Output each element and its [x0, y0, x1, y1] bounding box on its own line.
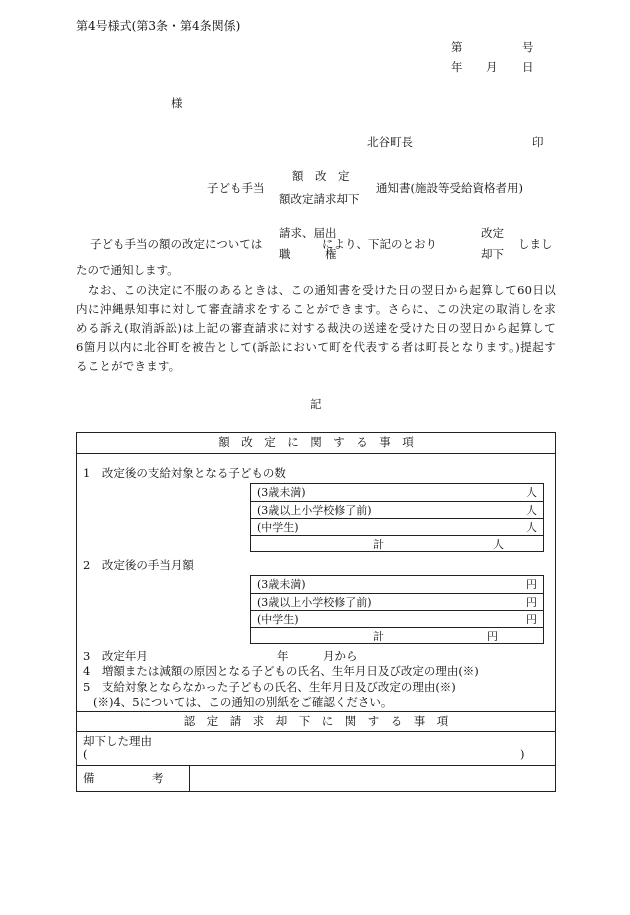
amount-row-label: (中学生) — [257, 613, 299, 626]
amount-row-unit: 円 — [526, 596, 537, 609]
children-total-label: 計 — [373, 538, 384, 551]
amount-row-unit: 円 — [526, 578, 537, 591]
amount-row-label: (3歳未満) — [257, 578, 306, 591]
item4-label: 4 増額または減額の原因となる子どもの氏名、生年月日及び改定の理由(※) — [83, 664, 479, 678]
item3-month: 月から — [323, 649, 358, 663]
date-month: 月 — [486, 60, 498, 74]
amount-row-label: (3歳以上小学校修了前) — [257, 596, 372, 609]
body-option-request: 請求、届出 — [279, 226, 337, 240]
children-row-unit: 人 — [526, 486, 537, 499]
amount-total-row — [251, 627, 543, 645]
body-line1-mid: により、下記のとおり — [322, 237, 437, 251]
children-row-label: (中学生) — [257, 521, 299, 534]
section2-header: 認 定 請 求 却 下 に 関 す る 事 項 — [183, 714, 449, 728]
rejection-paren-open: ( — [83, 747, 88, 761]
body-option-revise: 改定 — [481, 226, 504, 240]
children-row-label: (3歳以上小学校修了前) — [257, 504, 372, 517]
item3-year: 年 — [277, 649, 289, 663]
children-row-unit: 人 — [526, 521, 537, 534]
issuer-seal: 印 — [532, 135, 544, 149]
rejection-paren-close: ) — [520, 747, 525, 761]
children-row — [251, 484, 543, 501]
title-option-amount-change: 額 改 定 — [292, 169, 350, 183]
children-count-table — [250, 483, 544, 552]
amount-row — [251, 576, 543, 593]
item1-label: 1 改定後の支給対象となる子どもの数 — [83, 466, 286, 480]
monthly-amount-table — [250, 575, 544, 644]
issuer-name: 北谷町長 — [367, 135, 413, 149]
children-total-unit: 人 — [493, 538, 504, 551]
number-suffix: 号 — [522, 40, 534, 54]
amount-total-label: 計 — [373, 630, 384, 643]
appeal-line-4: 6箇月以内に北谷町を被告として(訴訟において町を代表する者は町長となります。)提起す — [76, 340, 556, 354]
amount-row — [251, 593, 543, 611]
title-prefix: 子ども手当 — [207, 181, 265, 195]
amount-total-unit: 円 — [487, 630, 498, 643]
date-year: 年 — [451, 60, 463, 74]
body-line2: たので通知します。 — [76, 263, 179, 277]
body-option-reject: 却下 — [481, 247, 504, 261]
ki-heading: 記 — [310, 397, 322, 411]
body-line1-prefix: 子ども手当の額の改定については — [90, 237, 263, 251]
item3-label: 3 改定年月 — [83, 649, 148, 663]
footnote: (※)4、5については、この通知の別紙をご確認ください。 — [93, 695, 393, 709]
appeal-line-5: ることができます。 — [76, 359, 181, 373]
children-row-unit: 人 — [526, 504, 537, 517]
children-row — [251, 501, 543, 519]
appeal-line-2: 内に沖縄県知事に対して審査請求をすることができます。さらに、この決定の取消しを求 — [76, 302, 556, 316]
body-option-ex-officio: 職 権 — [279, 247, 337, 261]
appeal-line-3: める訴え(取消訴訟)は上記の審査請求に対する裁決の送達を受けた日の翌日から起算して — [76, 321, 556, 335]
notice-table — [76, 432, 556, 792]
number-label: 第 — [451, 40, 463, 54]
section1-header: 額 改 定 に 関 す る 事 項 — [218, 435, 414, 449]
children-total-row — [251, 535, 543, 553]
children-row — [251, 518, 543, 536]
title-suffix: 通知書(施設等受給資格者用) — [376, 181, 523, 195]
recipient-honorific: 様 — [171, 96, 183, 110]
appeal-line-1: なお、この決定に不服のあるときは、この通知書を受けた日の翌日から起算して60日以 — [88, 283, 556, 297]
item2-label: 2 改定後の手当月額 — [83, 558, 194, 572]
amount-row-unit: 円 — [526, 613, 537, 626]
appeal-paragraph — [76, 281, 556, 376]
date-day: 日 — [522, 60, 534, 74]
form-number: 第4号様式(第3条・第4条関係) — [76, 19, 241, 33]
body-line1-suffix: しまし — [518, 237, 553, 251]
amount-row — [251, 610, 543, 628]
title-option-rejection: 額改定請求却下 — [279, 192, 360, 206]
remarks-label: 備 考 — [83, 771, 164, 785]
children-row-label: (3歳未満) — [257, 486, 306, 499]
rejection-reason-label: 却下した理由 — [83, 734, 152, 748]
item5-label: 5 支給対象とならなかった子どもの氏名、生年月日及び改定の理由(※) — [83, 680, 456, 694]
